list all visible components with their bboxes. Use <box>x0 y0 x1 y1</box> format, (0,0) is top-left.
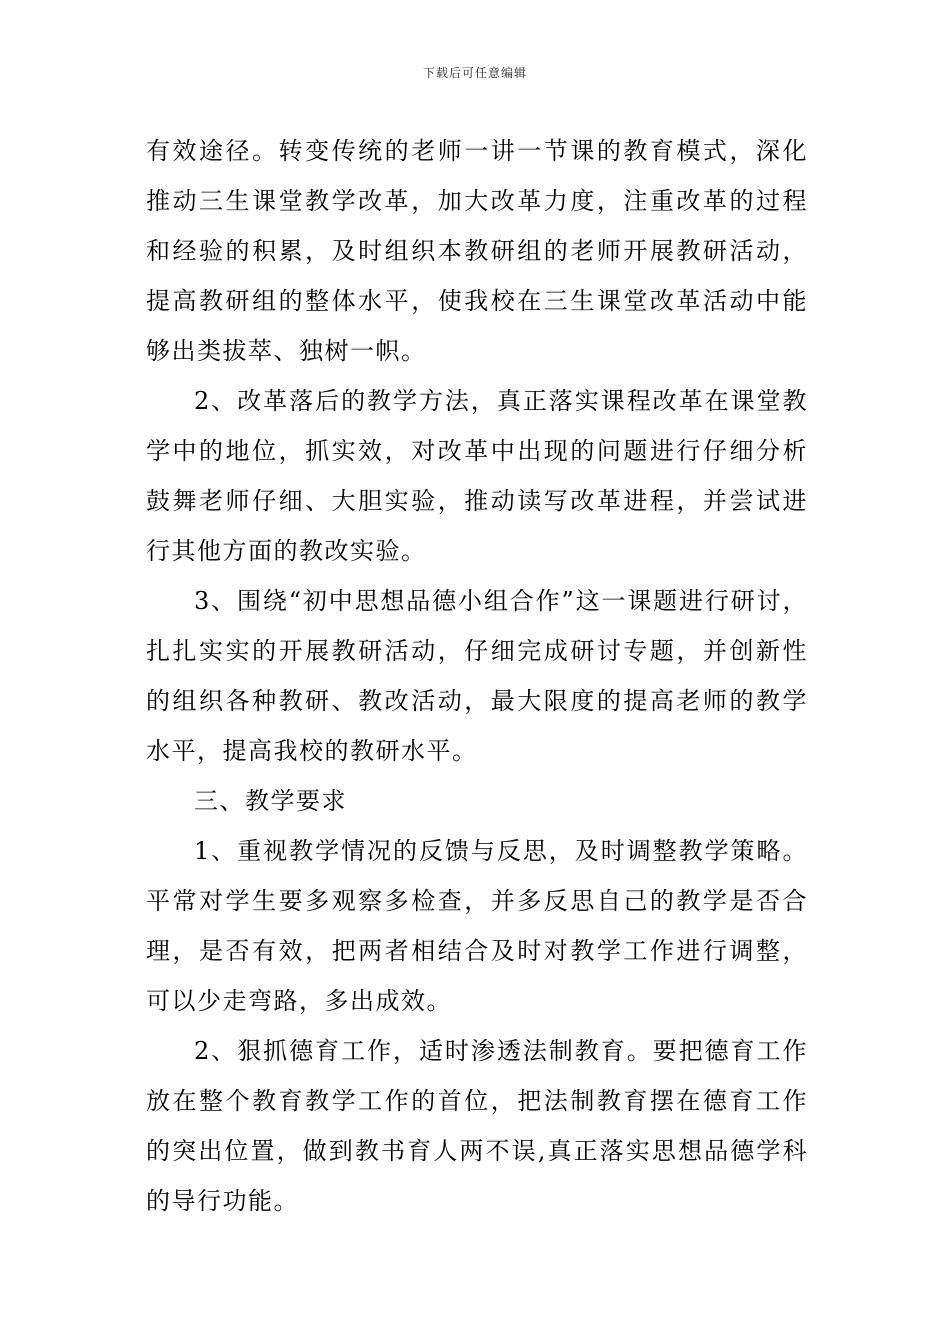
section-heading-teaching-requirements: 三、教学要求 <box>194 787 347 815</box>
paragraph-item-3: 3、围绕“初中思想品德小组合作”这一课题进行研讨，扎扎实实的开展教研活动，仔细完成研讨专题，并创新性的组织各种教研、教改活动，最大限度的提高老师的教学水平，提高我校的教研水平。 <box>146 587 808 765</box>
paragraph-item-2: 2、改革落后的教学方法，真正落实课程改革在课堂教学中的地位，抓实效，对改革中出现的问题进行仔细分析鼓舞老师仔细、大胆实验，推动读写改革进程，并尝试进行其他方面的教改实验。 <box>146 387 808 565</box>
paragraph-requirement-1: 1、重视教学情况的反馈与反思，及时调整教学策略。平常对学生要多观察多检查，并多反思自己的教学是否合理，是否有效，把两者相结合及时对教学工作进行调整，可以少走弯路，多出成效。 <box>146 837 808 1015</box>
download-note: 下载后可任意编辑 <box>422 66 527 80</box>
paragraph-requirement-2: 2、狠抓德育工作，适时渗透法制教育。要把德育工作放在整个教育教学工作的首位，把法制教育摆在德育工作的突出位置，做到教书育人两不误,真正落实思想品德学科的导行功能。 <box>146 1037 808 1215</box>
document-body <box>146 126 808 1226</box>
paragraph-continuation: 有效途径。转变传统的老师一讲一节课的教育模式，深化推动三生课堂教学改革，加大改革力度，注重改革的过程和经验的积累，及时组织本教研组的老师开展教研活动，提高教研组的整体水平，使我校在三生课堂改革活动中能够出类拔萃、独树一帜。 <box>146 137 808 365</box>
